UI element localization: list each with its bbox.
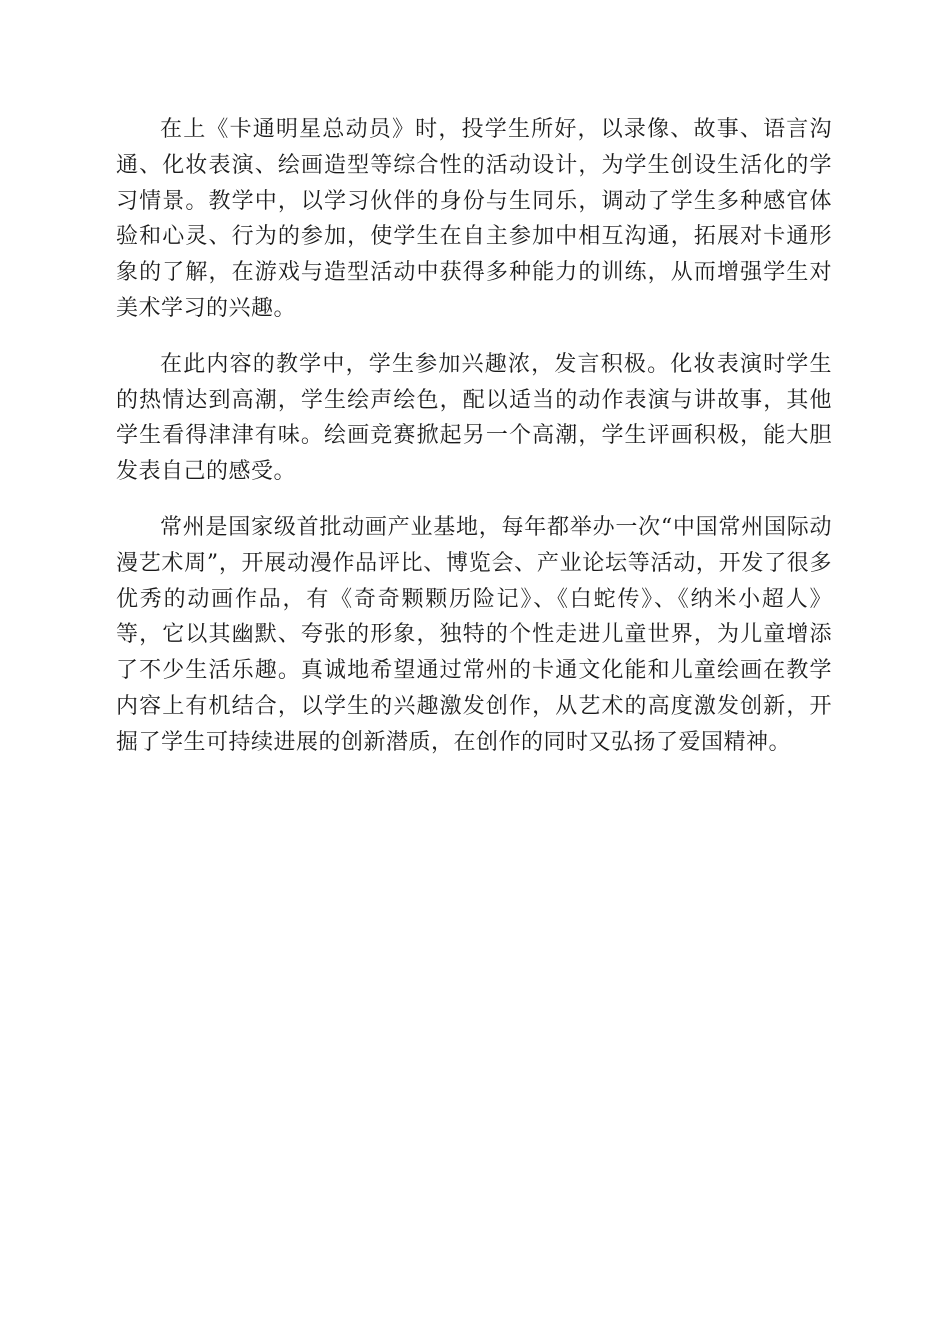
paragraph-2: 在此内容的教学中，学生参加兴趣浓，发言积极。化妆表演时学生的热情达到高潮，学生绘声绘色，配以适当的动作表演与讲故事，其他学生看得津津有味。绘画竞赛掀起另一个高潮，学生评画积极，能大胆发表自己的感受。 xyxy=(116,351,832,485)
document-body xyxy=(116,112,832,781)
paragraph-3: 常州是国家级首批动画产业基地，每年都举办一次“中国常州国际动漫艺术周”，开展动漫作品评比、博览会、产业论坛等活动，开发了很多优秀的动画作品，有《奇奇颗颗历险记》、《白蛇传》、《纳米小超人》等，它以其幽默、夸张的形象，独特的个性走进儿童世界，为儿童增添了不少生活乐趣。真诚地希望通过常州的卡通文化能和儿童绘画在教学内容上有机结合，以学生的兴趣激发创作，从艺术的高度激发创新，开掘了学生可持续进展的创新潜质，在创作的同时又弘扬了爱国精神。 xyxy=(116,514,832,755)
paragraph-1: 在上《卡通明星总动员》时，投学生所好，以录像、故事、语言沟通、化妆表演、绘画造型等综合性的活动设计，为学生创设生活化的学习情景。教学中，以学习伙伴的身份与生同乐，调动了学生多种感官体验和心灵、行为的参加，使学生在自主参加中相互沟通，拓展对卡通形象的了解，在游戏与造型活动中获得多种能力的训练，从而增强学生对美术学习的兴趣。 xyxy=(116,117,832,321)
